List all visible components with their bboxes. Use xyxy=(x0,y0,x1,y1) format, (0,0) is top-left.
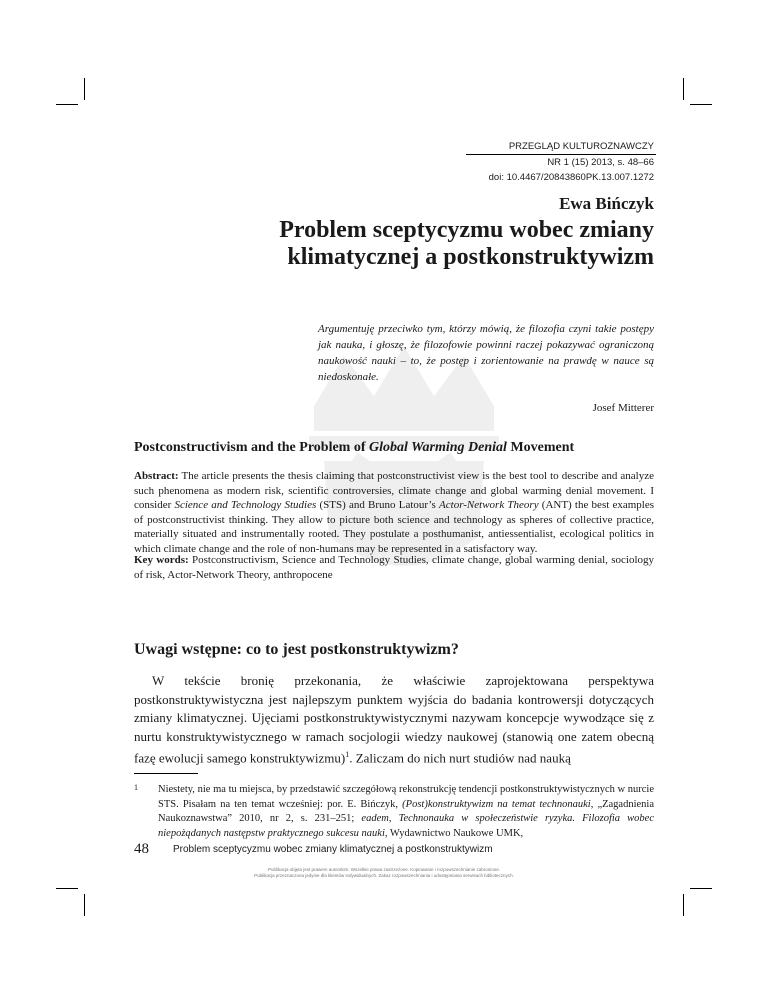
footnote-seg-4: , Wydawnictwo Naukowe UMK, xyxy=(384,827,524,839)
article-title xyxy=(150,217,654,271)
journal-doi: doi: 10.4467/20843860PK.13.007.1272 xyxy=(488,172,654,183)
english-title-part-2: Movement xyxy=(506,440,575,455)
journal-name: PRZEGLĄD KULTUROZNAWCZY xyxy=(508,141,654,152)
abstract-text-3: (ANT) the best examples of postconstructivist thinking. They allow to picture both science and technology as spheres of collective practice, materially situated and instrumentally rooted. They postulate a posthumanist, antiessentialist, ecological politics in which climate change and the role of non-humans may be represented in a satisfactory way. xyxy=(134,499,655,555)
english-title xyxy=(134,440,574,456)
journal-issue: NR 1 (15) 2013, s. 48–66 xyxy=(547,157,654,168)
article-title-line-1: Problem sceptycyzmu wobec zmiany xyxy=(279,217,654,243)
section-heading: Uwagi wstępne: co to jest postkonstruktywizm? xyxy=(134,641,459,658)
crop-mark xyxy=(84,78,85,100)
article-author: Ewa Bińczyk xyxy=(559,194,654,213)
body-text: W tekście bronię przekonania, że właściwie zaprojektowana perspektywa postkonstruktywistyczna jest najlepszym punktem wyjścia do badania kontrowersji dotyczących zmiany klimatycznej. Ujęciami postkonstruktywistycznymi nazywam koncepcje wywodzące się z nurtu konstruktywistycznego w ramach socjologii wiedzy naukowej (stanowią one zatem obecną fazę ewolucji samego konstruktywizmu) xyxy=(134,673,654,766)
abstract-label: Abstract: xyxy=(134,470,179,482)
english-title-italic: Global Warming Denial xyxy=(369,440,507,455)
footnote-seg-1: Niestety, nie ma tu miejsca, by przedstawić szczegółową rekonstrukcję tendencji postkonstruktywistycznych w nurcie STS. Pisałam na ten temat wcześniej: por. E. Bińczyk, xyxy=(158,784,654,810)
crop-mark xyxy=(690,888,712,889)
page-number: 48 xyxy=(134,841,149,857)
crop-mark xyxy=(56,104,78,105)
body-text-end: . Zaliczam do nich nurt studiów nad nauką xyxy=(349,750,571,766)
english-title-part-1: Postconstructivism and the Problem of xyxy=(134,440,369,455)
abstract-italic-1: Science and Technology Studies xyxy=(174,499,317,511)
abstract xyxy=(134,469,654,556)
abstract-text-2: (STS) and Bruno Latour’s xyxy=(316,499,440,511)
footnote-text xyxy=(134,783,654,841)
crop-mark xyxy=(690,104,712,105)
footnote-italic-1: (Post)konstruktywizm na temat technonauki xyxy=(402,798,591,810)
copyright-line-1: Publikacja objęta jest prawem autorskim. Wszelkie prawa zastrzeżone. Kopiowanie i rozpowszechnianie zabronione. xyxy=(267,867,501,872)
body-paragraph xyxy=(134,672,654,768)
footnote-italic-3: Technonauka w społeczeństwie ryzyka. Filozofia wobec niepożądanych następstw praktycznego sukcesu nauki xyxy=(158,813,654,839)
motto-quote: Argumentuję przeciwko tym, którzy mówią, że filozofia czyni takie postępy jak nauka, i głoszę, że filozofowie powinni raczej pokazywać ograniczoną naukowość nauki – to, że postęp i zorientowanie na prawdę w nauce są niedoskonałe. xyxy=(318,323,654,383)
copyright-line-2: Publikacja przeznaczona jedynie dla klientów indywidualnych. Zakaz rozpowszechniania i udostępniania serwisach bibliotecznych. xyxy=(254,873,514,878)
crop-mark xyxy=(56,888,78,889)
running-head: Problem sceptycyzmu wobec zmiany klimatycznej a postkonstruktywizm xyxy=(173,844,493,855)
footnote-number: 1 xyxy=(134,783,138,792)
motto-author: Josef Mitterer xyxy=(592,402,654,414)
abstract-italic-2: Actor-Network Theory xyxy=(439,499,539,511)
copyright-notice xyxy=(0,867,768,879)
footnote xyxy=(134,783,654,841)
keywords xyxy=(134,553,654,582)
footnote-seg-2: , „Zagadnienia Naukoznawstwa” 2010, nr 2, s. 231–251; xyxy=(158,798,654,824)
footnote-seg-3: , xyxy=(388,813,399,824)
keywords-text: Postconstructivism, Science and Technology Studies, climate change, global warming denial, sociology of risk, Actor-Network Theory, anthropocene xyxy=(134,554,654,581)
abstract-text-1: The article presents the thesis claiming that postconstructivist view is the best tool to describe and analyze such phenomena as modern risk, scientific controversies, climate change and global warming denial movement. I consider xyxy=(134,470,654,511)
crop-mark xyxy=(683,894,684,916)
keywords-label: Key words: xyxy=(134,554,189,566)
crop-mark xyxy=(84,894,85,916)
crop-mark xyxy=(683,78,684,100)
footnote-italic-2: eadem xyxy=(361,813,389,824)
article-title-line-2: klimatycznej a postkonstruktywizm xyxy=(287,244,654,270)
footnote-ref-link[interactable]: 1 xyxy=(345,750,350,760)
journal-header xyxy=(404,139,654,185)
footnote-rule xyxy=(134,773,198,774)
